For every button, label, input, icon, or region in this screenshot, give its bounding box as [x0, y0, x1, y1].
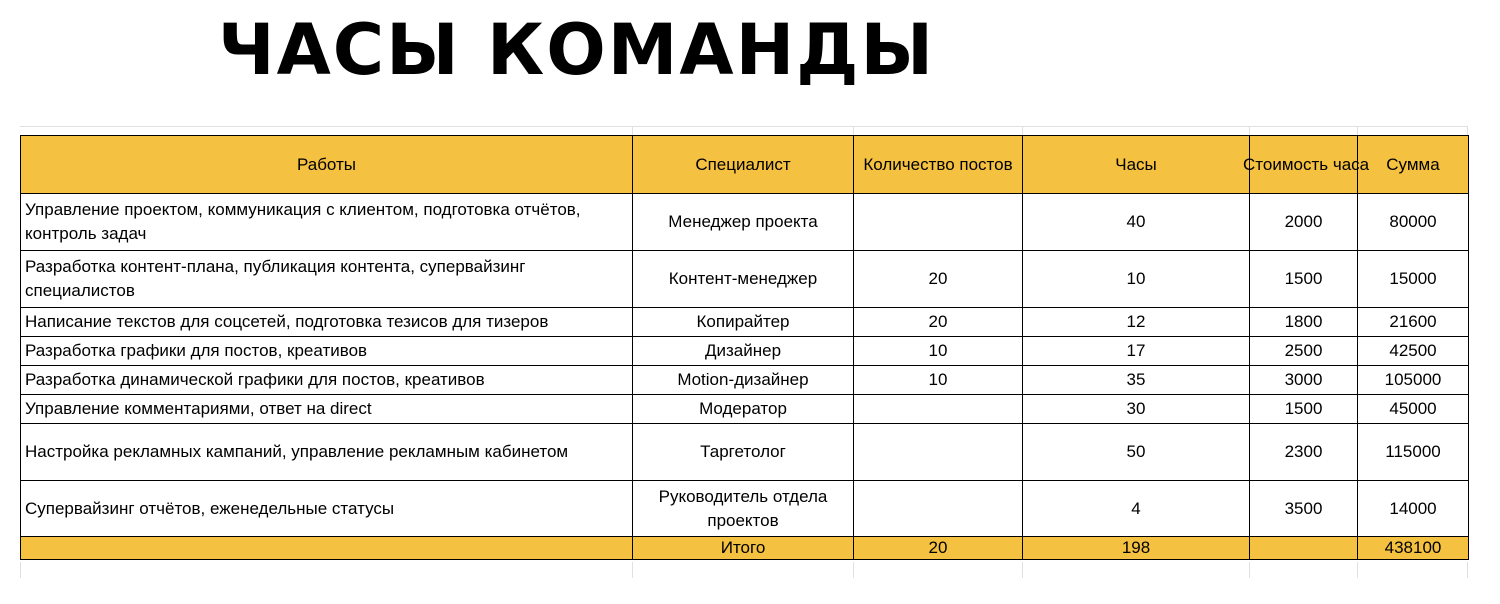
sheet-gridline: [853, 126, 854, 135]
cell-cost[interactable]: 2300: [1250, 424, 1358, 481]
cell-posts[interactable]: [854, 424, 1023, 481]
cell-cost[interactable]: 3500: [1250, 481, 1358, 537]
cell-posts[interactable]: 10: [854, 366, 1023, 395]
cell-work[interactable]: Настройка рекламных кампаний, управление рекламным кабинетом: [21, 424, 633, 481]
cell-sum[interactable]: 14000: [1358, 481, 1469, 537]
cell-cost[interactable]: 2500: [1250, 337, 1358, 366]
cell-hours[interactable]: 4: [1023, 481, 1250, 537]
cell-work[interactable]: Разработка динамической графики для постов, креативов: [21, 366, 633, 395]
cell-specialist[interactable]: Контент-менеджер: [633, 251, 854, 308]
sheet-gridline: [1357, 562, 1358, 578]
header-specialist[interactable]: Специалист: [633, 136, 854, 194]
header-hours[interactable]: Часы: [1023, 136, 1250, 194]
sheet-gridline: [1467, 562, 1468, 578]
cell-sum[interactable]: 45000: [1358, 395, 1469, 424]
cell-sum[interactable]: 21600: [1358, 308, 1469, 337]
cell-specialist[interactable]: Таргетолог: [633, 424, 854, 481]
cell-hours[interactable]: 12: [1023, 308, 1250, 337]
cell-sum[interactable]: 105000: [1358, 366, 1469, 395]
sheet-gridline: [1249, 562, 1250, 578]
cell-work[interactable]: Управление комментариями, ответ на direct: [21, 395, 633, 424]
cell-posts[interactable]: 20: [854, 251, 1023, 308]
sheet-gridline: [632, 562, 633, 578]
total-hours[interactable]: 198: [1023, 537, 1250, 560]
cell-posts[interactable]: 20: [854, 308, 1023, 337]
total-cost[interactable]: [1250, 537, 1358, 560]
cell-sum[interactable]: 42500: [1358, 337, 1469, 366]
table-row: [21, 395, 1469, 424]
cell-hours[interactable]: 40: [1023, 194, 1250, 251]
header-cost-label: Стоимость часа: [1243, 154, 1370, 174]
cell-cost[interactable]: 1500: [1250, 251, 1358, 308]
cell-posts[interactable]: [854, 481, 1023, 537]
cell-posts[interactable]: [854, 194, 1023, 251]
table-row: [21, 424, 1469, 481]
sheet-gridline: [1467, 126, 1468, 135]
header-cost[interactable]: [1243, 136, 1370, 194]
table-row: [21, 194, 1469, 251]
header-sum[interactable]: Сумма: [1358, 136, 1469, 194]
sheet-gridline: [1249, 126, 1250, 135]
table-row: [21, 308, 1469, 337]
cell-sum[interactable]: 15000: [1358, 251, 1469, 308]
total-sum[interactable]: 438100: [1358, 537, 1469, 560]
total-posts[interactable]: 20: [854, 537, 1023, 560]
sheet-gridline: [1357, 126, 1358, 135]
sheet-gridline: [1022, 562, 1023, 578]
header-work[interactable]: Работы: [21, 136, 633, 194]
cell-specialist[interactable]: Motion-дизайнер: [633, 366, 854, 395]
sheet-gridline: [853, 562, 854, 578]
cell-hours[interactable]: 50: [1023, 424, 1250, 481]
sheet-gridline: [632, 126, 633, 135]
cell-sum[interactable]: 80000: [1358, 194, 1469, 251]
cell-hours[interactable]: 35: [1023, 366, 1250, 395]
total-row: [21, 537, 1469, 560]
cell-cost[interactable]: 2000: [1250, 194, 1358, 251]
team-hours-table: [20, 135, 1469, 560]
table-row: [21, 366, 1469, 395]
total-label[interactable]: Итого: [633, 537, 854, 560]
cell-sum[interactable]: 115000: [1358, 424, 1469, 481]
cell-cost[interactable]: 1800: [1250, 308, 1358, 337]
cell-specialist[interactable]: Руководитель отдела проектов: [633, 481, 854, 537]
cell-work[interactable]: Супервайзинг отчётов, еженедельные статусы: [21, 481, 633, 537]
cell-cost[interactable]: 1500: [1250, 395, 1358, 424]
cell-work[interactable]: Управление проектом, коммуникация с клиентом, подготовка отчётов, контроль задач: [21, 194, 633, 251]
cell-specialist[interactable]: Дизайнер: [633, 337, 854, 366]
header-posts[interactable]: Количество постов: [854, 136, 1023, 194]
cell-specialist[interactable]: Копирайтер: [633, 308, 854, 337]
cell-specialist[interactable]: Менеджер проекта: [633, 194, 854, 251]
sheet-gridline: [20, 562, 21, 578]
page-title: ЧАСЫ КОМАНДЫ: [218, 9, 936, 91]
cell-hours[interactable]: 30: [1023, 395, 1250, 424]
table-row: [21, 337, 1469, 366]
cell-posts[interactable]: 10: [854, 337, 1023, 366]
cell-work[interactable]: Разработка контент-плана, публикация контента, супервайзинг специалистов: [21, 251, 633, 308]
table-header-row: [21, 136, 1469, 194]
cell-cost[interactable]: 3000: [1250, 366, 1358, 395]
cell-posts[interactable]: [854, 395, 1023, 424]
table-row: [21, 251, 1469, 308]
table-row: [21, 481, 1469, 537]
cell-specialist[interactable]: Модератор: [633, 395, 854, 424]
sheet-gridline: [1022, 126, 1023, 135]
total-cell-work[interactable]: [21, 537, 633, 560]
cell-hours[interactable]: 10: [1023, 251, 1250, 308]
cell-work[interactable]: Разработка графики для постов, креативов: [21, 337, 633, 366]
cell-work[interactable]: Написание текстов для соцсетей, подготовка тезисов для тизеров: [21, 308, 633, 337]
cell-hours[interactable]: 17: [1023, 337, 1250, 366]
